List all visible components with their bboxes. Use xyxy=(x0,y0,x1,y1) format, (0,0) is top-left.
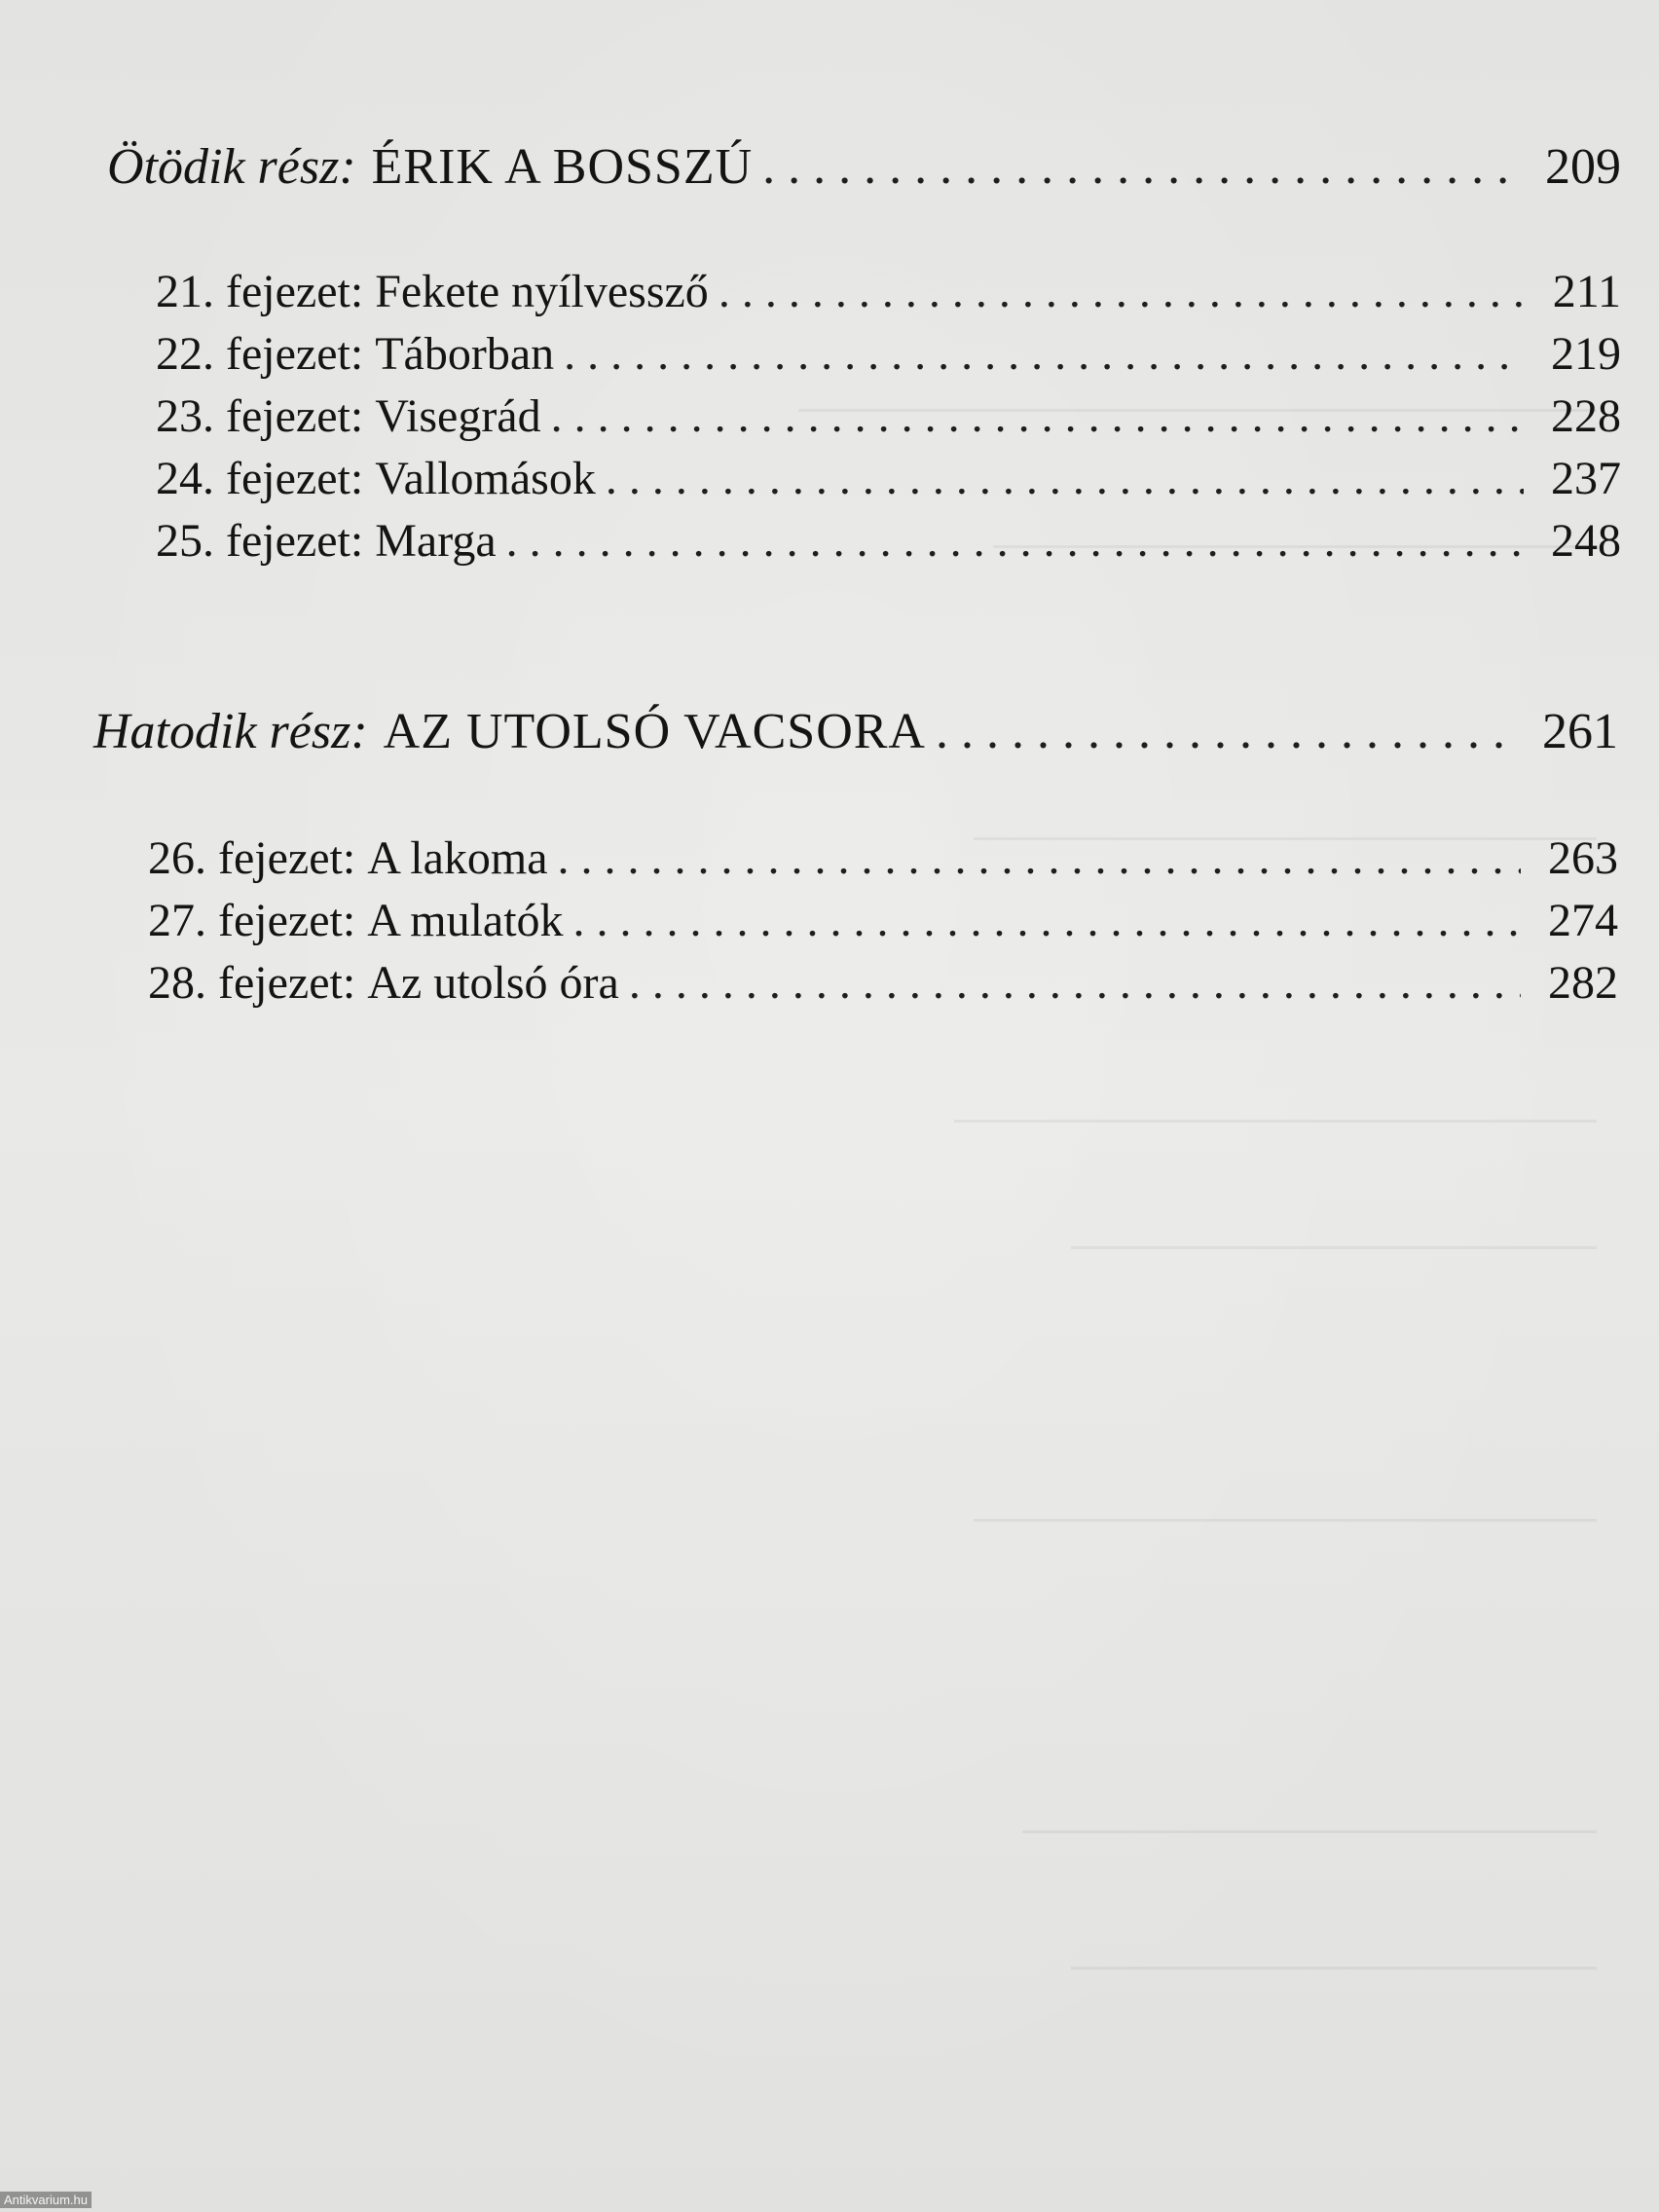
dot-leader xyxy=(629,956,1521,1010)
chapter-title: Vallomások xyxy=(375,453,596,504)
toc-chapter-23 xyxy=(156,389,1621,443)
page-number: 219 xyxy=(1551,328,1621,380)
page-number: 228 xyxy=(1551,390,1621,442)
chapter-number: 23. fejezet: xyxy=(156,390,364,442)
toc-chapter-22 xyxy=(156,327,1621,381)
chapter-title: Marga xyxy=(375,515,497,567)
dot-leader xyxy=(762,138,1524,196)
page-number: 263 xyxy=(1548,832,1618,884)
chapter-title: A mulatók xyxy=(367,895,564,946)
dot-leader xyxy=(573,894,1521,947)
toc-chapter-21 xyxy=(156,265,1621,318)
page-number: 274 xyxy=(1548,895,1618,946)
toc-chapter-26 xyxy=(148,831,1618,885)
page-number: 248 xyxy=(1551,515,1621,567)
chapter-number: 24. fejezet: xyxy=(156,453,364,504)
chapter-title: Táborban xyxy=(375,328,555,380)
dot-leader xyxy=(564,327,1524,381)
page-number: 209 xyxy=(1545,139,1621,195)
page-number: 282 xyxy=(1548,957,1618,1009)
chapter-number: 27. fejezet: xyxy=(148,895,356,946)
chapter-number: 21. fejezet: xyxy=(156,266,364,317)
toc-part-5 xyxy=(107,138,1621,196)
chapter-number: 25. fejezet: xyxy=(156,515,364,567)
part-prefix: Hatodik rész: xyxy=(93,704,368,759)
toc-chapter-28 xyxy=(148,956,1618,1010)
chapter-title: Visegrád xyxy=(375,390,541,442)
page-number: 211 xyxy=(1552,266,1621,317)
part-title: ÉRIK A BOSSZÚ xyxy=(371,139,754,195)
toc-part-6 xyxy=(93,703,1618,760)
dot-leader xyxy=(558,831,1521,885)
dot-leader xyxy=(719,265,1524,318)
chapter-title: A lakoma xyxy=(367,832,548,884)
chapter-number: 26. fejezet: xyxy=(148,832,356,884)
dot-leader xyxy=(606,452,1524,505)
part-title: AZ UTOLSÓ VACSORA xyxy=(383,704,926,759)
chapter-title: Fekete nyílvessző xyxy=(375,266,709,317)
dot-leader xyxy=(551,389,1524,443)
page-number: 261 xyxy=(1542,704,1618,759)
part-prefix: Ötödik rész: xyxy=(107,139,356,195)
table-of-contents xyxy=(0,0,1659,1071)
chapter-title: Az utolsó óra xyxy=(367,957,619,1009)
chapter-number: 28. fejezet: xyxy=(148,957,356,1009)
page-number: 237 xyxy=(1551,453,1621,504)
toc-chapter-25 xyxy=(156,514,1621,568)
site-watermark: Antikvarium.hu xyxy=(0,2192,92,2208)
toc-chapter-27 xyxy=(148,894,1618,947)
dot-leader xyxy=(936,703,1521,760)
toc-chapter-24 xyxy=(156,452,1621,505)
dot-leader xyxy=(506,514,1524,568)
chapter-number: 22. fejezet: xyxy=(156,328,364,380)
